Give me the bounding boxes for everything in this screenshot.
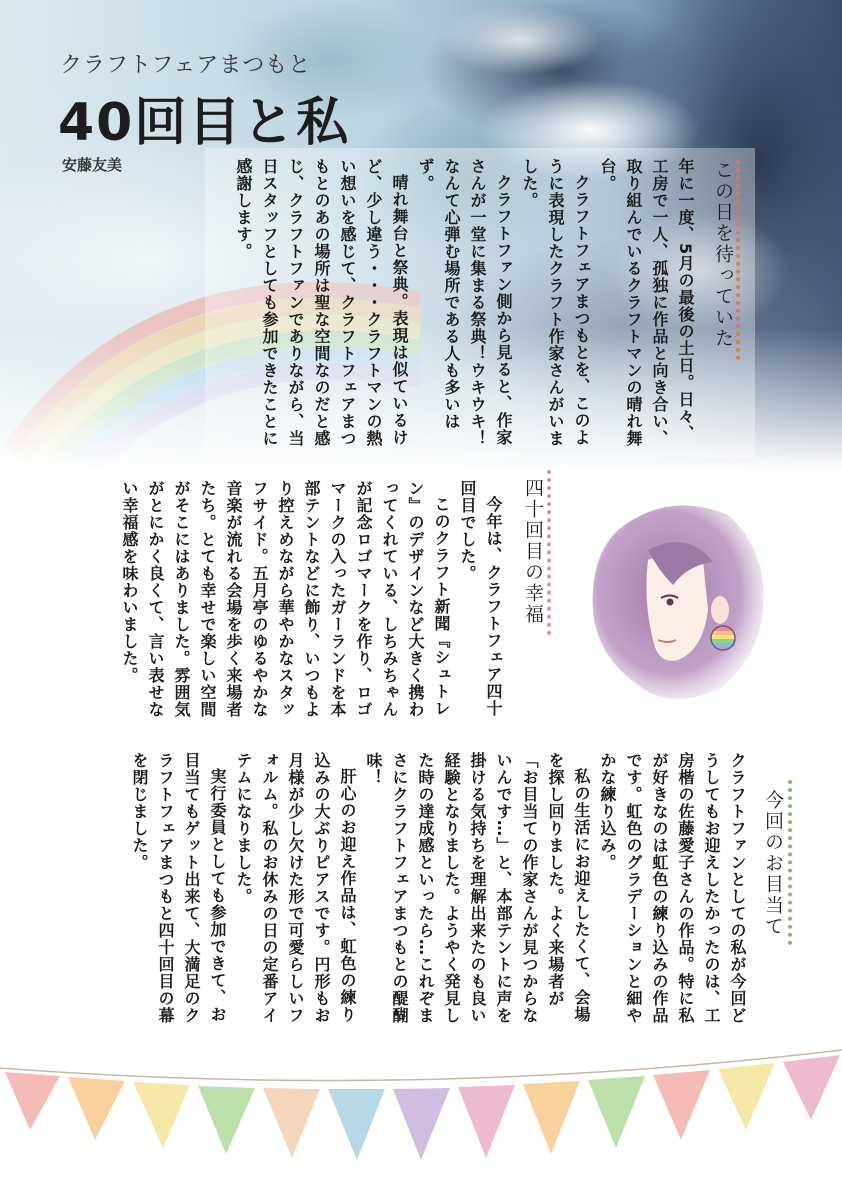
section-1-paragraph-2: クラフトフェアまつもとを、このように表現したクラフト作家さんがいました。	[520, 158, 591, 447]
section-3-dotted-line	[788, 780, 792, 945]
section-1-heading: この日を待っていた	[712, 160, 734, 349]
section-3-heading: 今回のお目当て	[762, 790, 784, 937]
section-3-body	[80, 752, 750, 1032]
feature-title: 40回目と私	[58, 93, 351, 153]
rainbow-earring	[711, 626, 735, 650]
girl-portrait-illustration	[578, 490, 778, 715]
section-3-paragraph-1: クラフトファンとしての私が今回どうしてもお迎えしたかったのは、工房楷の佐藤愛子さんの作品。特に私が好きなのは虹色の練り込みの作品です。虹色のグラデーションと細やかな練り込み。	[598, 752, 747, 1024]
section-1-paragraph-4: 晴れ舞台と祭典。表現は似ているけど、少し違う・・・クラフトマンの熱い想いを感じて、クラフトフェアまつもとのあの場所は聖な空間なのだと感じ、クラフトファンでありながら、当日スタッフとしても参加できたことに感謝します。	[234, 158, 409, 447]
section-2-body	[106, 480, 506, 730]
bunting-flags-illustration	[0, 1030, 842, 1191]
section-1-body	[228, 158, 698, 448]
section-2-heading: 四十回目の幸福	[522, 478, 544, 625]
author-name: 安藤友美	[62, 156, 123, 174]
section-1-paragraph-3: クラフトファン側から見ると、作家さんが一堂に集まる祭典！ウキウキ！なんて心弾む場所である人も多いはず。	[416, 158, 513, 447]
section-3-paragraph-2: 私の生活にお迎えしたくて、会場を探し回りました。よく来場者が「お目当ての作家さんが見つからないんです…」と、本部テントに声を掛ける気持ちを理解出来たのも良い経験となりました。ようやく発見した時の達成感といったら…これぞまさにクラフトフェアまつもとの醍醐味！	[364, 752, 591, 1024]
section-1-paragraph-1: 年に一度、5月の最後の土日。日々、工房で一人、孤独に作品と向き合い、取り組んでいるクラフトマンの晴れ舞台。	[598, 158, 695, 447]
section-2-dotted-line	[547, 470, 551, 635]
section-2-paragraph-2: このクラフト新聞『シュトレン』のデザインなど大きく携わってくれている、しちみちゃんが記念ロゴマークを作り、ロゴマークの入ったガーランドを本部テントなどに飾り、いつもより控えめながら華やかなスタッフサイド。五月亭のゆるやかな音楽が流れる会場を歩く来場者たち。とても幸せで楽しい空間がそこにはありました。雰囲気がとにかく良くて、言い表せない幸福感を味わいました。	[120, 480, 451, 718]
section-3-paragraph-4: 実行委員としても参加できて、お目当てもゲット出来て、大満足のクラフトフェアまつもと四十回目の幕を閉じました。	[130, 752, 227, 1024]
feature-subtitle: クラフトフェアまつもと	[60, 53, 312, 78]
section-2-paragraph-1: 今年は、クラフトフェア四十回目でした。	[458, 480, 503, 717]
section-3-paragraph-3: 肝心のお迎え作品は、虹色の練り込みの大ぶりピアスです。円形もお月様が少し欠けた形で可愛らしいフォルム。私のお休みの日の定番アイテムになりました。	[234, 752, 357, 1024]
